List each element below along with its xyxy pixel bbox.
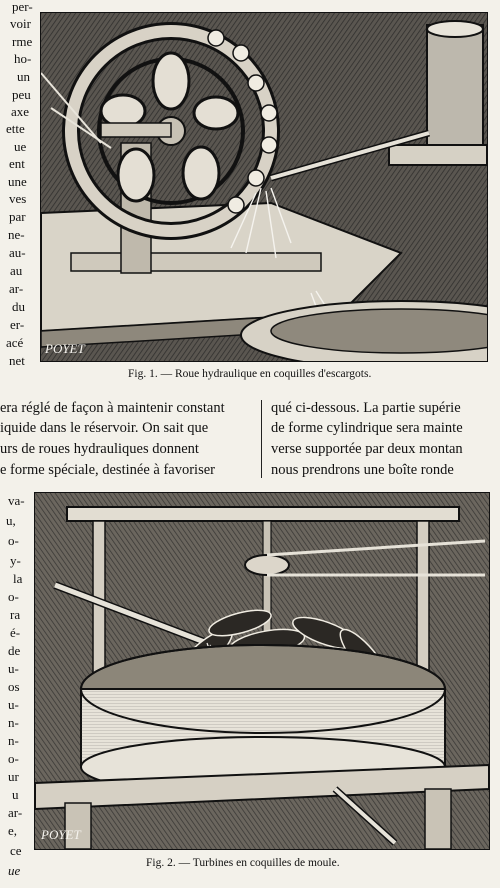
margin-fragment: ne- (8, 227, 25, 242)
margin-fragment: e, (8, 823, 18, 838)
margin-fragment: u, (6, 513, 16, 528)
margin-fragment: rme (12, 34, 33, 49)
margin-fragment: n- (8, 715, 19, 730)
margin-fragment: ves (9, 191, 27, 206)
margin-fragment: ce (10, 843, 22, 858)
margin-fragment: acé (6, 335, 24, 350)
margin-fragment: net (9, 353, 25, 368)
margin-fragment: per- (12, 0, 33, 14)
margin-fragment: o- (8, 533, 19, 548)
margin-fragment: o- (8, 751, 19, 766)
margin-fragment: par (9, 209, 26, 224)
margin-fragment: la (13, 571, 23, 586)
margin-fragment: au- (9, 245, 26, 260)
margin-fragment: voir (10, 16, 31, 31)
margin-fragment: ra (10, 607, 21, 622)
margin-fragment: ar- (8, 805, 23, 820)
figure1-caption: Fig. 1. — Roue hydraulique en coquilles d'escargots. (128, 368, 372, 380)
margin-fragment: au (10, 263, 23, 278)
margin-fragment: n- (8, 733, 19, 748)
body-line: verse supportée par deux montan (271, 441, 463, 457)
body-line: iquide dans le réservoir. On sait que (0, 420, 209, 436)
margin-fragment: ue (14, 139, 27, 154)
margin-fragment: axe (11, 104, 30, 119)
margin-fragment: ho- (14, 51, 32, 66)
body-line: urs de roues hydrauliques donnent (0, 441, 199, 457)
body-line: e forme spéciale, destinée à favoriser (0, 462, 215, 478)
margin-fragment: é- (10, 625, 21, 640)
figure2-engraving (34, 492, 490, 850)
body-line: de forme cylindrique sera mainte (271, 420, 463, 436)
margin-fragment: y- (10, 553, 21, 568)
margin-fragment: os (8, 679, 20, 694)
margin-fragment: u- (8, 661, 19, 676)
body-line: qué ci-dessous. La partie supérie (271, 400, 461, 416)
margin-fragment: u- (8, 697, 19, 712)
body-line: nous prendrons une boîte ronde (271, 462, 454, 478)
margin-fragment: ar- (9, 281, 24, 296)
margin-fragment: une (8, 174, 27, 189)
margin-fragment: va- (8, 493, 25, 508)
margin-fragment: peu (12, 87, 31, 102)
margin-fragment: ent (9, 156, 25, 171)
margin-fragment: du (12, 299, 25, 314)
margin-fragment: de (8, 643, 21, 658)
figure1-signature: POYET (45, 341, 85, 356)
figure2-signature: POYET (41, 827, 81, 842)
margin-fragment: ue (8, 863, 21, 878)
margin-fragment: ette (6, 121, 25, 136)
margin-fragment: un (17, 69, 30, 84)
margin-fragment: o- (8, 589, 19, 604)
margin-fragment: ur (8, 769, 19, 784)
figure1-engraving (40, 12, 488, 362)
column-divider (261, 400, 262, 478)
margin-fragment: er- (10, 317, 25, 332)
body-line: era réglé de façon à maintenir constant (0, 400, 225, 416)
margin-fragment: u (12, 787, 19, 802)
figure2-caption: Fig. 2. — Turbines en coquilles de moule. (146, 857, 340, 869)
